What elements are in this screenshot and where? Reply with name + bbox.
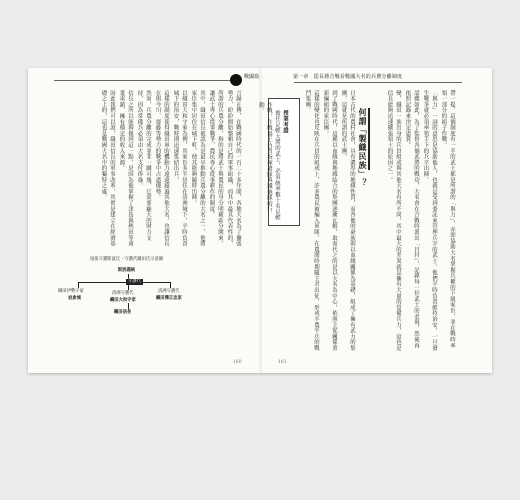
left-text-col8: 因此我們可以說，織田信長的軍事改革，其實是建立在經濟基礎之上的，這也是戰國大名中的獨特之處。 (100, 90, 115, 247)
right-text-col6: 到了戰國時代，這種以血緣與地緣結合的集團逐漸瓦解，取而代之的是以大名為中心，依照主從關係重新編組的家臣團。 (322, 90, 337, 351)
diagram-bottom-node: 織田信長 (114, 310, 132, 315)
diagram-right-node-top: 清洲守護代 (158, 289, 180, 294)
diagram-mid-node-top: 清洲守護代 (112, 291, 134, 296)
diagram-badge: 守護代 (128, 279, 141, 284)
right-text-col3: 話雖如此，為了監督各個武將的戰功，大名會在合戰時派出「目付」，記錄每一位武士的表現，然後再依照記錄來決定恩賞。 (404, 90, 419, 349)
book-spread (28, 68, 492, 373)
left-page-number: 160 (233, 360, 242, 365)
left-text-col5: 這樣的制度使得織田軍的機動力遠遠超過其他大名，也讓信長在與今川、齋藤等勢力的戰爭中占盡優勢。 (154, 90, 169, 247)
running-title: 第一章 從長篠合戰看戰國大名的兵農分離制度 (293, 74, 403, 80)
diagram-left-node-top: 織田伊勢守家 (58, 289, 84, 294)
right-page-number: 161 (278, 360, 287, 365)
left-text-col3: 其中，織田信長被認為是最早推動兵農分離的大名之一，他將家臣集中居住在城下町，使其能夠隨時出陣。 (190, 90, 205, 247)
left-text-col2: 所謂的兵農分離，指的是將武士與農民的身分明確區分開來，讓武士專心從事戰爭，農民專心從事耕作的制度。 (208, 90, 223, 247)
diagram-left-node: 岩倉城 (68, 296, 81, 301)
left-text-col6: 然而，兵農分離的完成並非一蹴可幾，它需要龐大的財力支持，因為常備兵必須由大名支付俸祿。 (136, 90, 151, 241)
diagram-connector (78, 282, 170, 283)
left-text-col4: 以織田大和守家為例，其家臣多半居住在清洲城下，平時負責城下的治安，戰時則迅速集結出兵。 (172, 90, 187, 247)
chapter-marker-icon (230, 74, 242, 86)
section-heading: 何謂「製織民族」？ (358, 108, 368, 188)
left-text-col7: 信長之所以能夠做到這一點，是因為他掌握了津島與熱田等商業重鎮，擁有穩定的收入來源。 (118, 90, 133, 247)
header-rule-right (294, 82, 462, 83)
right-text-col1: 帶一提，這個制度有一半的武士都是所謂的「與力」，亦即協助大名掌握兵權的下級家臣，並在戰時率領一部分的組子作戰。 (440, 90, 455, 349)
right-text-col7: 這樣的變化也反映在兵員的組成上，許多農民被編入軍隊，在農閒時期隨主君出征，形成半農半兵的戰鬥集團。 (304, 90, 319, 351)
right-text-col2: 「與力」一詞的意思是協助他人，也就是受到委託來管理兵卒的武士。他們平時負責維持治安，一旦發生戰爭就必須率領手下的兵卒出陣。 (422, 90, 437, 351)
diagram-title: 尾張守護斯波氏・守護代織田氏示意圖 (90, 257, 164, 262)
diagram-right-node: 織田彈正忠家 (156, 296, 182, 301)
diagram-top-node: 斯波義統 (118, 268, 136, 273)
chapter-label: 戰國篇 (244, 74, 260, 80)
diagram-mid-node: 織田大和守家 (110, 298, 136, 303)
sidebar-box-title: 授業考證 (282, 110, 288, 134)
right-text-col5: 日本古代的農村社會，具有濃厚的地緣性質，而各地的豪族則以血緣關係為基礎，組成了擁有武力的集團，這就是所謂的武士團。 (340, 90, 355, 351)
header-rule-left (54, 80, 230, 81)
left-text-col1: 言歸正傳，在戰國時代的一百二十多年間，各地大名為了擴張勢力，紛紛開始整頓自己的軍事組織，而其中最具代表性的， (226, 90, 241, 247)
sidebar-box-text: 擔任足輕大將的武士，必須統率數十名足輕作戰，在戰場上負責指揮槍隊與鐵砲隊的行動。 (258, 102, 280, 221)
right-text-col4: 變，織田一族出身的兵員組成與其他大名有所不同，其中最大的差異就是擁有大量的常備兵力，這也是信長能夠迅速擴張領土的原因之一。 (386, 90, 401, 351)
sidebar-box (258, 98, 300, 226)
